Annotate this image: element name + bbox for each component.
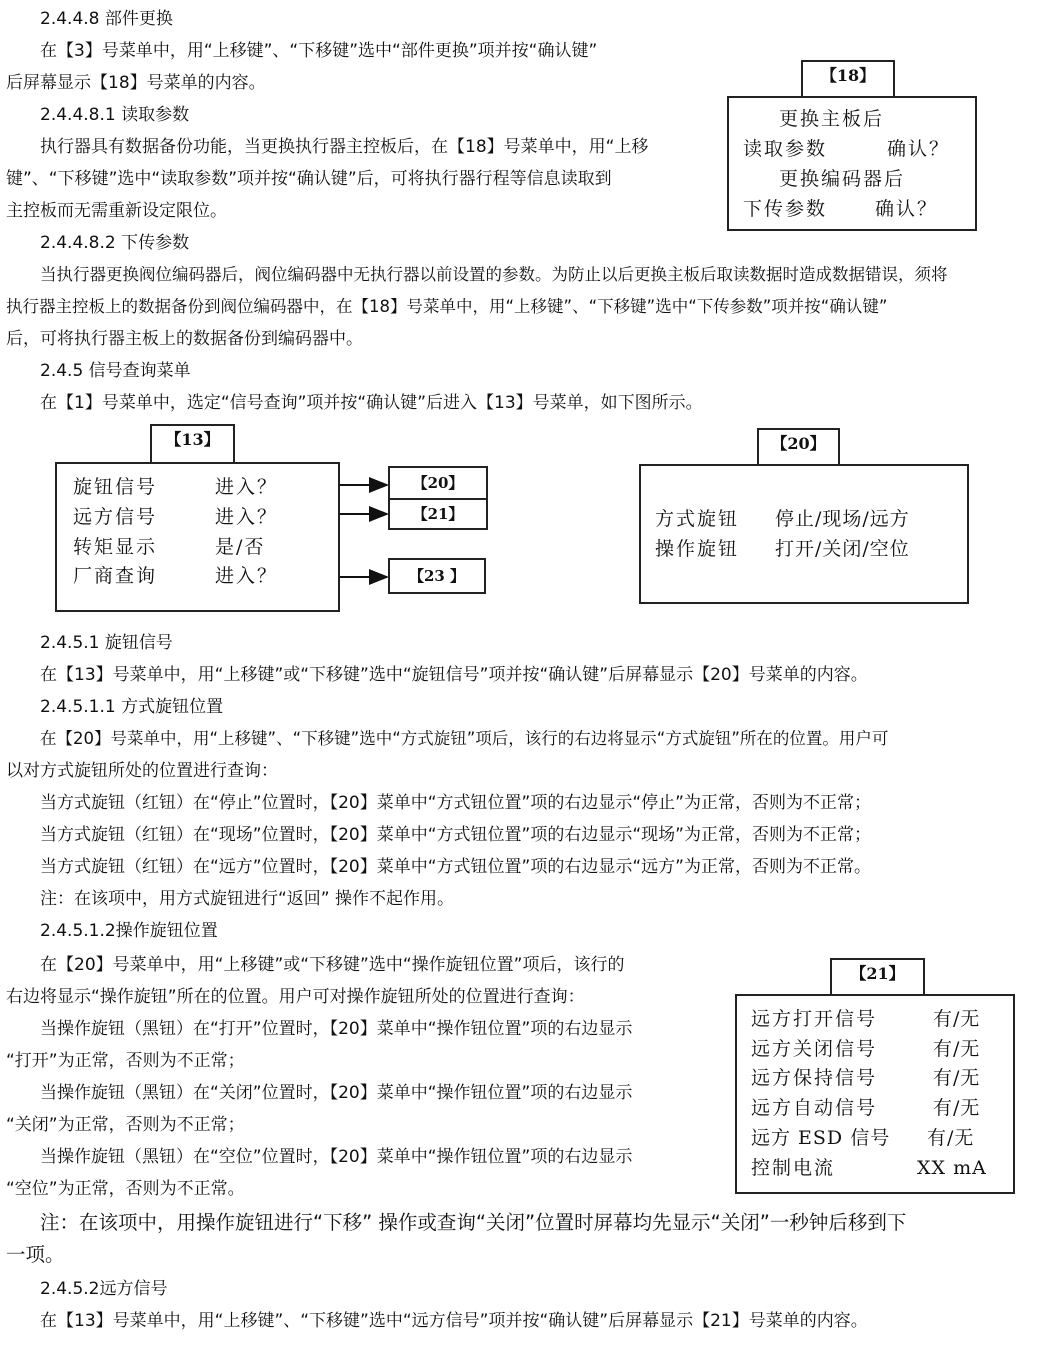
menu13-row-label: 旋钮信号: [73, 476, 158, 498]
menu21-tab: 【21】: [830, 958, 925, 996]
menu20-screen: [639, 464, 969, 604]
target-menu-21: 【21】: [388, 498, 488, 530]
para-line: 在【13】号菜单中，用“上移键”或“下移键”选中“旋钮信号”项并按“确认键”后屏幕显示【20】号菜单的内容。: [40, 665, 868, 685]
para-line: 执行器主控板上的数据备份到阀位编码器中，在【18】号菜单中，用“上移键”、“下移键”选中“下传参数”项并按“确认键”: [6, 297, 888, 316]
para-line: “空位”为正常，否则为不正常。: [6, 1179, 245, 1199]
para-line: 当执行器更换阀位编码器后，阀位编码器中无执行器以前设置的参数。为防止以后更换主板后取读数据时造成数据错误，须将: [40, 265, 948, 284]
note-line: 注：在该项中，用方式旋钮进行“返回” 操作不起作用。: [40, 889, 455, 909]
menu18-tab: 【18】: [801, 60, 895, 98]
para-line: “关闭”为正常，否则为不正常；: [6, 1115, 245, 1135]
heading-2-4-5: 2.4.5 信号查询菜单: [40, 361, 191, 381]
menu13-row-value: 是/否: [215, 536, 266, 558]
menu21-row-label: 控制电流: [751, 1157, 836, 1179]
menu21-row-value: 有/无: [927, 1127, 975, 1149]
para-line: 在【20】号菜单中，用“上移键”、“下移键”选中“方式旋钮”项后，该行的右边将显示“方式旋钮”所在的位置。用户可: [40, 729, 889, 748]
para-line: 右边将显示“操作旋钮”所在的位置。用户可对操作旋钮所处的位置进行查询：: [6, 987, 585, 1007]
menu21-row-value: 有/无: [933, 1097, 981, 1119]
para-line: 以对方式旋钮所处的位置进行查询：: [6, 761, 278, 781]
menu21-row-value: 有/无: [933, 1008, 981, 1030]
para-line: “打开”为正常，否则为不正常；: [6, 1051, 245, 1071]
para-line: 后，可将执行器主板上的数据备份到编码器中。: [6, 329, 363, 349]
heading-2-4-5-1-1: 2.4.5.1.1 方式旋钮位置: [40, 697, 224, 717]
menu20-row-value: 停止/现场/远方: [775, 508, 910, 530]
para-line: 当操作旋钮（黑钮）在“关闭”位置时，【20】菜单中“操作钮位置”项的右边显示: [40, 1083, 633, 1103]
heading-2-4-5-1-2: 2.4.5.1.2操作旋钮位置: [40, 921, 218, 941]
menu21-row-label: 远方保持信号: [751, 1067, 878, 1089]
note-large: 注：在该项中，用操作旋钮进行“下移” 操作或查询“关闭”位置时屏幕均先显示“关闭”一秒钟后移到下: [40, 1211, 907, 1234]
target-menu-23: 【23 】: [388, 558, 486, 594]
menu18-row2-label: 读取参数: [743, 138, 828, 160]
menu21-row-value: XX mA: [917, 1157, 987, 1179]
menu21-row-label: 远方关闭信号: [751, 1038, 878, 1060]
target-menu-20: 【20】: [388, 466, 488, 500]
menu21-row-value: 有/无: [933, 1067, 981, 1089]
para-line: 键”、“下移键”选中“读取参数”项并按“确认键”后，可将执行器行程等信息读取到: [6, 169, 612, 189]
menu21-row-label: 远方自动信号: [751, 1097, 878, 1119]
menu13-tab: 【13】: [150, 424, 235, 464]
para-line: 在【1】号菜单中，选定“信号查询”项并按“确认键”后进入【13】号菜单，如下图所示。: [40, 393, 703, 413]
menu18-row1: 更换主板后: [779, 108, 885, 130]
para-line: 主控板而无需重新设定限位。: [6, 201, 227, 221]
heading-2-4-5-2: 2.4.5.2远方信号: [40, 1279, 168, 1299]
para-line: 在【3】号菜单中，用“上移键”、“下移键”选中“部件更换”项并按“确认键”: [40, 41, 598, 61]
menu13-row-value: 进入？: [215, 476, 279, 498]
menu21-row-label: 远方 ESD 信号: [751, 1127, 891, 1149]
para-line: 当方式旋钮（红钮）在“远方”位置时，【20】菜单中“方式钮位置”项的右边显示“远方”为正常，否则为不正常。: [40, 857, 871, 877]
menu13-row-value: 进入？: [215, 565, 279, 587]
menu21-row-value: 有/无: [933, 1038, 981, 1060]
menu18-row2-value: 确认？: [887, 138, 951, 160]
para-line: 在【20】号菜单中，用“上移键”或“下移键”选中“操作旋钮位置”项后，该行的: [40, 955, 625, 975]
menu13-arrows: [335, 470, 395, 590]
menu21-screen: [735, 994, 1015, 1194]
heading-2-4-4-8-2: 2.4.4.8.2 下传参数: [40, 233, 190, 253]
menu13-row-label: 厂商查询: [73, 565, 158, 587]
menu13-row-label: 远方信号: [73, 506, 158, 528]
para-line: 在【13】号菜单中，用“上移键”、“下移键”选中“远方信号”项并按“确认键”后屏幕显示【21】号菜单的内容。: [40, 1311, 868, 1331]
menu13-screen: [55, 462, 340, 612]
heading-2-4-4-8-1: 2.4.4.8.1 读取参数: [40, 105, 190, 125]
menu20-row-label: 方式旋钮: [655, 508, 740, 530]
para-line: 当方式旋钮（红钮）在“现场”位置时，【20】菜单中“方式钮位置”项的右边显示“现场”为正常，否则为不正常；: [40, 825, 871, 845]
heading-2-4-5-1: 2.4.5.1 旋钮信号: [40, 633, 173, 653]
menu18-screen: [727, 96, 977, 231]
menu13-row-label: 转矩显示: [73, 536, 158, 558]
para-line: 执行器具有数据备份功能，当更换执行器主控板后，在【18】号菜单中，用“上移: [40, 137, 649, 157]
menu20-tab: 【20】: [757, 428, 840, 466]
menu21-row-label: 远方打开信号: [751, 1008, 878, 1030]
menu18-row4-label: 下传参数: [743, 198, 828, 220]
note-large: 一项。: [6, 1243, 65, 1266]
menu13-row-value: 进入？: [215, 506, 279, 528]
menu18-row3: 更换编码器后: [779, 168, 906, 190]
para-line: 当操作旋钮（黑钮）在“空位”位置时，【20】菜单中“操作钮位置”项的右边显示: [40, 1147, 633, 1167]
para-line: 当方式旋钮（红钮）在“停止”位置时，【20】菜单中“方式钮位置”项的右边显示“停止”为正常，否则为不正常；: [40, 793, 871, 813]
para-line: 后屏幕显示【18】号菜单的内容。: [6, 73, 266, 93]
menu18-row4-value: 确认？: [875, 198, 939, 220]
menu20-row-label: 操作旋钮: [655, 538, 740, 560]
menu20-row-value: 打开/关闭/空位: [775, 538, 910, 560]
para-line: 当操作旋钮（黑钮）在“打开”位置时，【20】菜单中“操作钮位置”项的右边显示: [40, 1019, 633, 1039]
heading-2-4-4-8: 2.4.4.8 部件更换: [40, 9, 173, 29]
